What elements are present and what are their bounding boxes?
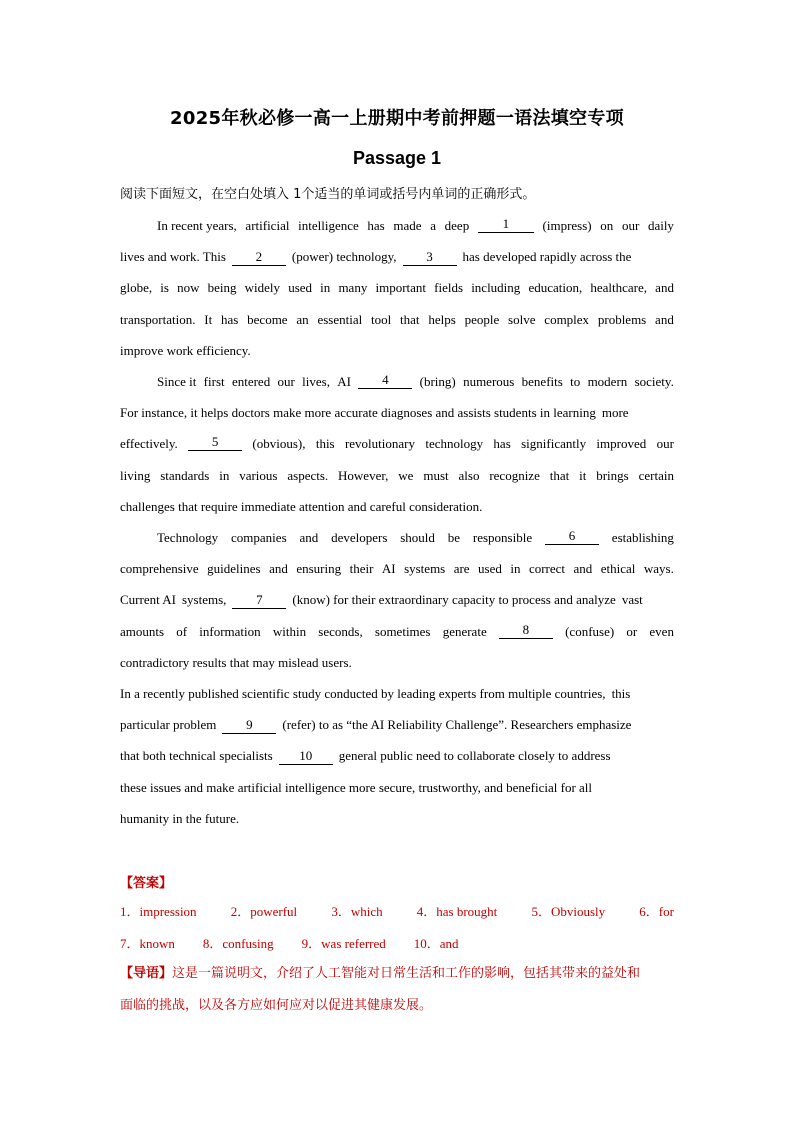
passage-text: amounts [120, 624, 165, 639]
passage-line [157, 216, 674, 236]
passage-text: are [453, 561, 470, 576]
guide-label: 【导语】 [120, 966, 173, 981]
passage-text: certain [638, 468, 674, 483]
passage-text: should [400, 530, 435, 545]
blank-9: 9 [222, 717, 276, 734]
passage-text: ways. [643, 561, 674, 576]
passage-text: entered [231, 374, 271, 389]
passage-text: widely [244, 280, 281, 295]
passage-text: problems [597, 312, 647, 327]
passage-text: In recent years, [157, 218, 237, 233]
passage-text: also [458, 468, 480, 483]
passage-text: is [160, 280, 169, 295]
passage-text: in [320, 280, 331, 295]
passage-text: Since it [157, 374, 197, 389]
passage-text: we [398, 468, 414, 483]
passage-text: (obvious), [252, 436, 306, 451]
guide-text: 这是一篇说明文，介绍了人工智能对日常生活和工作的影响，包括其带来的益处和 [172, 966, 641, 981]
passage-line [120, 590, 674, 610]
passage-text: being [207, 280, 237, 295]
passage-text: guidelines [207, 561, 261, 576]
passage-line [120, 684, 674, 704]
passage-text: Current AI [120, 592, 176, 607]
passage-text: revolutionary [344, 436, 415, 451]
passage-text: ensuring [296, 561, 342, 576]
passage-text: more [601, 405, 629, 420]
passage-text: used [478, 561, 502, 576]
passage-text: effectively. [120, 436, 178, 451]
passage-line [120, 341, 674, 361]
passage-line [120, 715, 674, 735]
passage-text: living [120, 468, 151, 483]
passage-text: education, [528, 280, 583, 295]
passage-text: developers [331, 530, 388, 545]
passage-text: standards [160, 468, 210, 483]
passage-text: our [277, 374, 295, 389]
passage-text: has [367, 218, 385, 233]
passage-text: used [288, 280, 313, 295]
passage-line [120, 653, 674, 673]
passage-text: modern [587, 374, 628, 389]
passage-text: important [375, 280, 427, 295]
answer-item: 9．was referred [301, 936, 386, 951]
answer-item: 3．which [331, 904, 383, 919]
passage-text: these issues and make artificial intelligence more secure, trustworthy, and beneficial for all [120, 780, 593, 795]
passage-line [120, 466, 674, 486]
passage-text: vast [621, 592, 643, 607]
passage-text: many [338, 280, 368, 295]
passage-line [120, 746, 674, 766]
passage-text: correct [528, 561, 566, 576]
passage-text: It [204, 312, 213, 327]
passage-text: that [549, 468, 570, 483]
answer-item: 6．for [639, 904, 674, 919]
passage-line [157, 372, 674, 392]
passage-text: essential [317, 312, 363, 327]
passage-text: improved [596, 436, 647, 451]
passage-text: information [199, 624, 261, 639]
passage-text: this [315, 436, 335, 451]
blank-4: 4 [358, 372, 412, 389]
passage-text: transportation. [120, 312, 196, 327]
passage-text: various [239, 468, 278, 483]
passage-text: deep [444, 218, 470, 233]
passage-text: and [655, 312, 674, 327]
passage-text: In a recently published scientific study conducted by leading experts from multiple countries, [120, 686, 606, 701]
passage-text: (bring) [419, 374, 456, 389]
passage-text: seconds, [318, 624, 363, 639]
passage-text: generate [442, 624, 487, 639]
passage-text: companies [231, 530, 287, 545]
passage-text: including [471, 280, 521, 295]
passage-text: numerous [463, 374, 515, 389]
passage-text: fields [434, 280, 464, 295]
passage-line [120, 809, 674, 829]
page-title: 2025年秋必修一高一上册期中考前押题一语法填空专项 [170, 108, 624, 129]
passage-text: now [177, 280, 200, 295]
passage-text: has [493, 436, 511, 451]
blank-7: 7 [232, 592, 286, 609]
blank-10: 10 [279, 748, 333, 765]
passage-text: has developed rapidly across the [462, 249, 632, 264]
passage-text: However, [338, 468, 389, 483]
passage-text: and [655, 280, 674, 295]
answer-item: 7．known [120, 936, 175, 951]
passage-text: (know) for their extraordinary capacity to process and analyze [292, 592, 616, 607]
blank-8: 8 [499, 622, 553, 639]
passage-text: it [579, 468, 587, 483]
passage-line [120, 559, 674, 579]
passage-line [120, 778, 674, 798]
passage-text: and [573, 561, 593, 576]
answers-row-2 [120, 934, 674, 954]
passage-text: be [447, 530, 461, 545]
passage-text: helps [428, 312, 456, 327]
answer-item: 2．powerful [230, 904, 298, 919]
passage-line [120, 403, 674, 423]
passage-text: first [203, 374, 225, 389]
blank-2: 2 [232, 249, 286, 266]
answer-item: 10．and [413, 936, 459, 951]
passage-text: improve work efficiency. [120, 343, 251, 358]
passage-text: our [621, 218, 640, 233]
blank-1: 1 [478, 216, 534, 233]
passage-text: in [510, 561, 521, 576]
passage-text: their [349, 561, 374, 576]
passage-text: intelligence [298, 218, 359, 233]
passage-text: brings [596, 468, 629, 483]
passage-text: (power) technology, [291, 249, 397, 264]
passage-line [120, 247, 674, 267]
passage-text: responsible [472, 530, 533, 545]
answer-item: 5．Obviously [531, 904, 606, 919]
passage-text: tool [371, 312, 392, 327]
passage-line [120, 622, 674, 642]
passage-line [157, 528, 674, 548]
answers-label: 【答案】 [120, 876, 173, 891]
passage-text: benefits [521, 374, 563, 389]
answer-item: 8．confusing [202, 936, 274, 951]
passage-text: solve [508, 312, 536, 327]
passage-text: technology [425, 436, 484, 451]
instruction-text: 阅读下面短文，在空白处填入 1个适当的单词或括号内单词的正确形式。 [120, 187, 536, 202]
passage-text: challenges that require immediate attention and careful consideration. [120, 499, 483, 514]
passage-text: (confuse) [565, 624, 615, 639]
blank-6: 6 [545, 528, 599, 545]
passage-text: significantly [521, 436, 587, 451]
passage-text: AI [337, 374, 352, 389]
passage-text: ethical [600, 561, 636, 576]
passage-line [120, 310, 674, 330]
passage-text: contradictory results that may mislead users. [120, 655, 352, 670]
passage-text: general public need to collaborate closely to address [338, 748, 611, 763]
passage-text: (impress) [542, 218, 592, 233]
passage-text: daily [647, 218, 674, 233]
passage-text: AI [381, 561, 396, 576]
passage-text: Technology [157, 530, 219, 545]
passage-text: even [649, 624, 674, 639]
blank-3: 3 [403, 249, 457, 266]
passage-text: to [570, 374, 581, 389]
passage-text: an [296, 312, 309, 327]
passage-text: a [430, 218, 436, 233]
passage-text: For instance, it helps doctors make more accurate diagnoses and assists students in learning [120, 405, 596, 420]
answer-item: 4．has brought [416, 904, 498, 919]
blank-5: 5 [188, 434, 242, 451]
passage-text: comprehensive [120, 561, 199, 576]
passage-text: that both technical specialists [120, 748, 273, 763]
passage-text: lives and work. This [120, 249, 226, 264]
answers-row-1 [120, 902, 674, 922]
passage-text: society. [634, 374, 674, 389]
answer-item: 1．impression [120, 904, 197, 919]
passage-text: this [611, 686, 631, 701]
guide-line-1 [120, 964, 680, 984]
passage-text: establishing [611, 530, 674, 545]
passage-line [120, 497, 674, 517]
passage-line [120, 278, 674, 298]
passage-text: complex [544, 312, 590, 327]
passage-text: lives, [302, 374, 330, 389]
passage-text: (refer) to as “the AI Reliability Challenge”. Researchers emphasize [282, 717, 632, 732]
passage-text: of [176, 624, 188, 639]
passage-text: artificial [245, 218, 290, 233]
passage-text: and [299, 530, 319, 545]
passage-text: recognize [489, 468, 540, 483]
passage-text: people [464, 312, 500, 327]
passage-text: made [393, 218, 422, 233]
passage-text: particular problem [120, 717, 217, 732]
passage-text: systems [404, 561, 446, 576]
passage-text: within [272, 624, 307, 639]
passage-text: in [219, 468, 230, 483]
passage-text: or [626, 624, 638, 639]
passage-text: become [247, 312, 288, 327]
passage-text: that [400, 312, 420, 327]
passage-text: has [221, 312, 239, 327]
passage-text: on [600, 218, 614, 233]
passage-text: healthcare, [590, 280, 648, 295]
passage-text: aspects. [287, 468, 329, 483]
passage-text: and [269, 561, 288, 576]
passage-line [120, 434, 674, 454]
passage-text: systems, [181, 592, 227, 607]
passage-text: our [656, 436, 674, 451]
passage-text: must [423, 468, 449, 483]
passage-text: humanity in the future. [120, 811, 240, 826]
guide-line-2: 面临的挑战，以及各方应如何应对以促进其健康发展。 [120, 998, 433, 1013]
passage-label: Passage 1 [352, 148, 442, 168]
passage-text: sometimes [374, 624, 431, 639]
passage-text: globe, [120, 280, 153, 295]
